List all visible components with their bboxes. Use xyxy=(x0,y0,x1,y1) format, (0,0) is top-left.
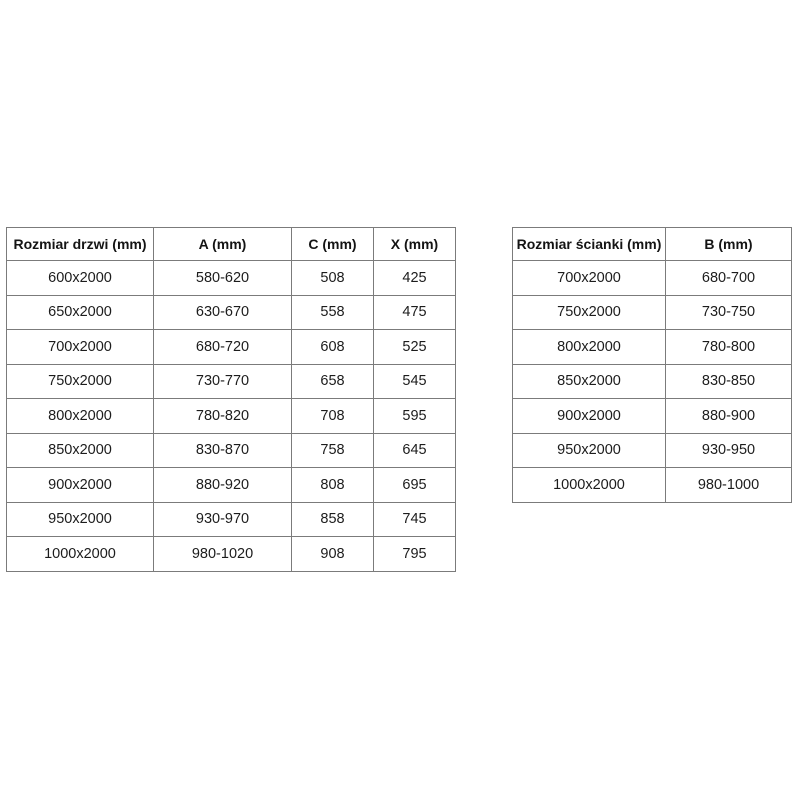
table-cell: 730-770 xyxy=(154,364,292,399)
table-cell: 525 xyxy=(374,330,456,365)
table-cell: 850x2000 xyxy=(7,433,154,468)
table-cell: 645 xyxy=(374,433,456,468)
column-header-b-mm: B (mm) xyxy=(666,228,792,261)
table-cell: 880-900 xyxy=(666,399,792,434)
table-cell: 558 xyxy=(292,295,374,330)
table-cell: 880-920 xyxy=(154,468,292,503)
table-cell: 745 xyxy=(374,502,456,537)
table-cell: 908 xyxy=(292,537,374,572)
table-cell: 508 xyxy=(292,261,374,296)
table-cell: 700x2000 xyxy=(7,330,154,365)
table-row xyxy=(7,330,456,365)
table-row xyxy=(513,468,792,503)
table-cell: 930-950 xyxy=(666,433,792,468)
table-cell: 730-750 xyxy=(666,295,792,330)
table-cell: 595 xyxy=(374,399,456,434)
table-cell: 545 xyxy=(374,364,456,399)
table-cell: 780-820 xyxy=(154,399,292,434)
table-row xyxy=(513,433,792,468)
table-row xyxy=(7,502,456,537)
table-row xyxy=(7,399,456,434)
door-sizes-table-body xyxy=(7,261,456,572)
table-cell: 650x2000 xyxy=(7,295,154,330)
table-cell: 600x2000 xyxy=(7,261,154,296)
table-cell: 930-970 xyxy=(154,502,292,537)
table-row xyxy=(513,399,792,434)
table-cell: 808 xyxy=(292,468,374,503)
table-cell: 608 xyxy=(292,330,374,365)
table-cell: 758 xyxy=(292,433,374,468)
table-cell: 475 xyxy=(374,295,456,330)
table-cell: 795 xyxy=(374,537,456,572)
table-row xyxy=(7,468,456,503)
table-cell: 900x2000 xyxy=(513,399,666,434)
table-row xyxy=(513,364,792,399)
table-cell: 900x2000 xyxy=(7,468,154,503)
table-cell: 700x2000 xyxy=(513,261,666,296)
table-row xyxy=(7,433,456,468)
table-cell: 708 xyxy=(292,399,374,434)
table-row xyxy=(7,364,456,399)
table-cell: 858 xyxy=(292,502,374,537)
table-cell: 830-870 xyxy=(154,433,292,468)
table-header-row xyxy=(513,228,792,261)
table-cell: 800x2000 xyxy=(513,330,666,365)
table-cell: 680-700 xyxy=(666,261,792,296)
wall-sizes-table xyxy=(512,227,792,503)
table-cell: 850x2000 xyxy=(513,364,666,399)
column-header-x-mm: X (mm) xyxy=(374,228,456,261)
wall-sizes-table-body xyxy=(513,261,792,503)
table-row xyxy=(513,295,792,330)
table-cell: 680-720 xyxy=(154,330,292,365)
table-cell: 950x2000 xyxy=(513,433,666,468)
table-row xyxy=(7,295,456,330)
column-header-rozmiar-drzwi: Rozmiar drzwi (mm) xyxy=(7,228,154,261)
column-header-rozmiar-scianki: Rozmiar ścianki (mm) xyxy=(513,228,666,261)
column-header-a-mm: A (mm) xyxy=(154,228,292,261)
table-cell: 980-1020 xyxy=(154,537,292,572)
table-cell: 1000x2000 xyxy=(513,468,666,503)
door-sizes-table xyxy=(6,227,456,572)
column-header-c-mm: C (mm) xyxy=(292,228,374,261)
table-cell: 830-850 xyxy=(666,364,792,399)
table-cell: 950x2000 xyxy=(7,502,154,537)
table-row xyxy=(513,330,792,365)
table-cell: 630-670 xyxy=(154,295,292,330)
table-row xyxy=(7,537,456,572)
table-cell: 800x2000 xyxy=(7,399,154,434)
table-row xyxy=(513,261,792,296)
table-cell: 580-620 xyxy=(154,261,292,296)
table-cell: 750x2000 xyxy=(513,295,666,330)
table-cell: 658 xyxy=(292,364,374,399)
table-cell: 695 xyxy=(374,468,456,503)
table-row xyxy=(7,261,456,296)
table-cell: 750x2000 xyxy=(7,364,154,399)
table-header-row xyxy=(7,228,456,261)
table-cell: 980-1000 xyxy=(666,468,792,503)
table-cell: 780-800 xyxy=(666,330,792,365)
table-cell: 425 xyxy=(374,261,456,296)
table-cell: 1000x2000 xyxy=(7,537,154,572)
